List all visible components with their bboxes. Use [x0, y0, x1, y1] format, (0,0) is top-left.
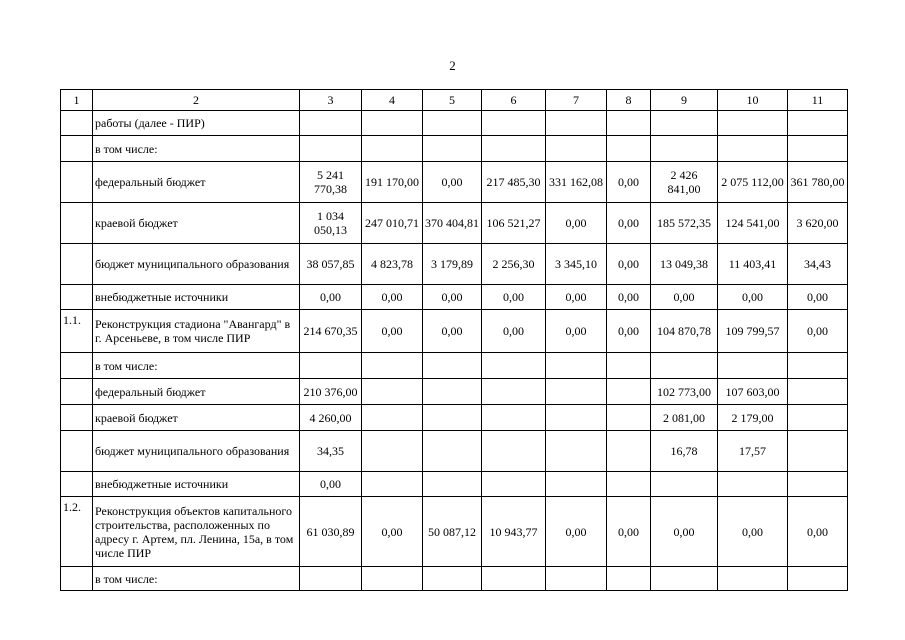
value-cell: 0,00	[607, 310, 651, 353]
value-cell: 0,00	[607, 497, 651, 567]
value-cell: 0,00	[482, 310, 546, 353]
row-number	[61, 353, 93, 379]
value-cell: 0,00	[423, 285, 482, 310]
row-number	[61, 162, 93, 203]
value-cell: 217 485,30	[482, 162, 546, 203]
column-header: 3	[300, 90, 362, 111]
value-cell	[718, 567, 788, 591]
value-cell	[607, 136, 651, 162]
value-cell	[482, 379, 546, 405]
value-cell: 107 603,00	[718, 379, 788, 405]
value-cell	[607, 567, 651, 591]
row-number	[61, 405, 93, 431]
column-header: 7	[546, 90, 607, 111]
value-cell: 191 170,00	[362, 162, 423, 203]
value-cell	[423, 111, 482, 136]
table-row	[61, 472, 848, 497]
column-header: 8	[607, 90, 651, 111]
value-cell: 17,57	[718, 431, 788, 472]
value-cell: 0,00	[607, 162, 651, 203]
value-cell: 0,00	[718, 497, 788, 567]
value-cell: 3 179,89	[423, 244, 482, 285]
value-cell: 2 179,00	[718, 405, 788, 431]
table-row	[61, 405, 848, 431]
table-row	[61, 203, 848, 244]
value-cell	[482, 111, 546, 136]
value-cell: 0,00	[607, 244, 651, 285]
value-cell: 0,00	[300, 472, 362, 497]
value-cell	[362, 431, 423, 472]
value-cell: 124 541,00	[718, 203, 788, 244]
budget-table	[60, 89, 848, 591]
table-row	[61, 111, 848, 136]
value-cell	[362, 405, 423, 431]
value-cell: 331 162,08	[546, 162, 607, 203]
column-header: 2	[93, 90, 300, 111]
value-cell	[546, 567, 607, 591]
value-cell: 0,00	[546, 310, 607, 353]
value-cell: 34,35	[300, 431, 362, 472]
value-cell: 0,00	[788, 310, 848, 353]
value-cell: 106 521,27	[482, 203, 546, 244]
value-cell: 0,00	[607, 285, 651, 310]
value-cell	[607, 472, 651, 497]
value-cell: 0,00	[718, 285, 788, 310]
value-cell	[546, 431, 607, 472]
row-description: внебюджетные источники	[93, 472, 300, 497]
value-cell: 2 081,00	[651, 405, 718, 431]
value-cell: 5 241 770,38	[300, 162, 362, 203]
value-cell	[482, 353, 546, 379]
value-cell	[423, 136, 482, 162]
value-cell: 0,00	[651, 497, 718, 567]
value-cell	[546, 353, 607, 379]
value-cell: 0,00	[362, 497, 423, 567]
table-row	[61, 310, 848, 353]
value-cell: 61 030,89	[300, 497, 362, 567]
value-cell	[718, 472, 788, 497]
table-row	[61, 567, 848, 591]
row-number	[61, 567, 93, 591]
column-header: 5	[423, 90, 482, 111]
page-number: 2	[449, 58, 456, 73]
value-cell	[788, 405, 848, 431]
row-number	[61, 244, 93, 285]
value-cell	[788, 111, 848, 136]
row-number	[61, 285, 93, 310]
value-cell	[423, 405, 482, 431]
table-row	[61, 285, 848, 310]
value-cell	[482, 567, 546, 591]
row-description: бюджет муниципального образования	[93, 431, 300, 472]
value-cell: 4 260,00	[300, 405, 362, 431]
value-cell: 0,00	[546, 203, 607, 244]
value-cell	[546, 111, 607, 136]
value-cell	[607, 379, 651, 405]
table-row	[61, 379, 848, 405]
row-description: в том числе:	[93, 353, 300, 379]
value-cell: 2 426 841,00	[651, 162, 718, 203]
value-cell: 210 376,00	[300, 379, 362, 405]
row-description: в том числе:	[93, 567, 300, 591]
table-row	[61, 136, 848, 162]
value-cell: 247 010,71	[362, 203, 423, 244]
table-row	[61, 244, 848, 285]
table-row	[61, 162, 848, 203]
row-description: Реконструкция стадиона "Авангард" в г. Арсеньеве, в том числе ПИР	[93, 310, 300, 353]
table-row	[61, 431, 848, 472]
value-cell	[362, 567, 423, 591]
value-cell	[546, 472, 607, 497]
value-cell	[546, 136, 607, 162]
row-description: федеральный бюджет	[93, 162, 300, 203]
value-cell	[423, 567, 482, 591]
value-cell: 3 620,00	[788, 203, 848, 244]
row-description: бюджет муниципального образования	[93, 244, 300, 285]
row-number	[61, 431, 93, 472]
value-cell: 361 780,00	[788, 162, 848, 203]
value-cell	[651, 136, 718, 162]
value-cell: 0,00	[423, 310, 482, 353]
value-cell	[788, 472, 848, 497]
value-cell: 2 075 112,00	[718, 162, 788, 203]
column-header: 6	[482, 90, 546, 111]
value-cell	[718, 111, 788, 136]
value-cell: 16,78	[651, 431, 718, 472]
value-cell: 0,00	[788, 285, 848, 310]
column-header: 1	[61, 90, 93, 111]
value-cell	[718, 353, 788, 379]
value-cell	[607, 111, 651, 136]
value-cell	[607, 405, 651, 431]
value-cell: 0,00	[788, 497, 848, 567]
value-cell: 0,00	[300, 285, 362, 310]
value-cell	[362, 353, 423, 379]
value-cell: 0,00	[651, 285, 718, 310]
value-cell: 4 823,78	[362, 244, 423, 285]
value-cell: 11 403,41	[718, 244, 788, 285]
value-cell	[300, 567, 362, 591]
row-number	[61, 203, 93, 244]
value-cell	[788, 353, 848, 379]
value-cell: 0,00	[362, 310, 423, 353]
row-description: краевой бюджет	[93, 203, 300, 244]
value-cell	[423, 472, 482, 497]
value-cell	[423, 431, 482, 472]
value-cell	[788, 379, 848, 405]
value-cell	[651, 567, 718, 591]
value-cell: 13 049,38	[651, 244, 718, 285]
value-cell: 0,00	[607, 203, 651, 244]
value-cell: 10 943,77	[482, 497, 546, 567]
row-description: краевой бюджет	[93, 405, 300, 431]
value-cell: 0,00	[423, 162, 482, 203]
row-number: 1.1.	[61, 310, 93, 353]
column-header: 11	[788, 90, 848, 111]
value-cell	[362, 136, 423, 162]
column-header: 10	[718, 90, 788, 111]
value-cell	[362, 111, 423, 136]
row-number	[61, 136, 93, 162]
value-cell	[788, 567, 848, 591]
value-cell	[546, 405, 607, 431]
value-cell	[651, 111, 718, 136]
row-description: внебюджетные источники	[93, 285, 300, 310]
value-cell: 0,00	[362, 285, 423, 310]
value-cell: 34,43	[788, 244, 848, 285]
value-cell: 214 670,35	[300, 310, 362, 353]
value-cell	[718, 136, 788, 162]
value-cell	[607, 353, 651, 379]
value-cell: 38 057,85	[300, 244, 362, 285]
value-cell: 102 773,00	[651, 379, 718, 405]
row-number	[61, 111, 93, 136]
row-description: в том числе:	[93, 136, 300, 162]
value-cell: 370 404,81	[423, 203, 482, 244]
value-cell	[362, 472, 423, 497]
row-number	[61, 379, 93, 405]
value-cell	[546, 379, 607, 405]
table-row	[61, 497, 848, 567]
column-header: 4	[362, 90, 423, 111]
column-header: 9	[651, 90, 718, 111]
value-cell	[482, 431, 546, 472]
value-cell: 0,00	[482, 285, 546, 310]
row-description: федеральный бюджет	[93, 379, 300, 405]
value-cell	[651, 472, 718, 497]
column-header-row	[61, 90, 848, 111]
value-cell	[423, 379, 482, 405]
row-description: работы (далее - ПИР)	[93, 111, 300, 136]
value-cell	[482, 405, 546, 431]
value-cell	[482, 472, 546, 497]
value-cell	[423, 353, 482, 379]
value-cell: 0,00	[546, 285, 607, 310]
value-cell	[788, 136, 848, 162]
value-cell	[300, 353, 362, 379]
value-cell: 50 087,12	[423, 497, 482, 567]
value-cell: 0,00	[546, 497, 607, 567]
value-cell: 109 799,57	[718, 310, 788, 353]
value-cell: 2 256,30	[482, 244, 546, 285]
row-number: 1.2.	[61, 497, 93, 567]
value-cell	[788, 431, 848, 472]
row-number	[61, 472, 93, 497]
value-cell	[300, 136, 362, 162]
value-cell	[482, 136, 546, 162]
value-cell	[362, 379, 423, 405]
value-cell: 104 870,78	[651, 310, 718, 353]
value-cell: 1 034 050,13	[300, 203, 362, 244]
row-description: Реконструкция объектов капитального строительства, расположенных по адресу г. Артем, пл. Ленина, 15а, в том числе ПИР	[93, 497, 300, 567]
value-cell	[651, 353, 718, 379]
value-cell	[607, 431, 651, 472]
value-cell: 3 345,10	[546, 244, 607, 285]
value-cell	[300, 111, 362, 136]
table-body	[61, 90, 848, 591]
table-row	[61, 353, 848, 379]
value-cell: 185 572,35	[651, 203, 718, 244]
